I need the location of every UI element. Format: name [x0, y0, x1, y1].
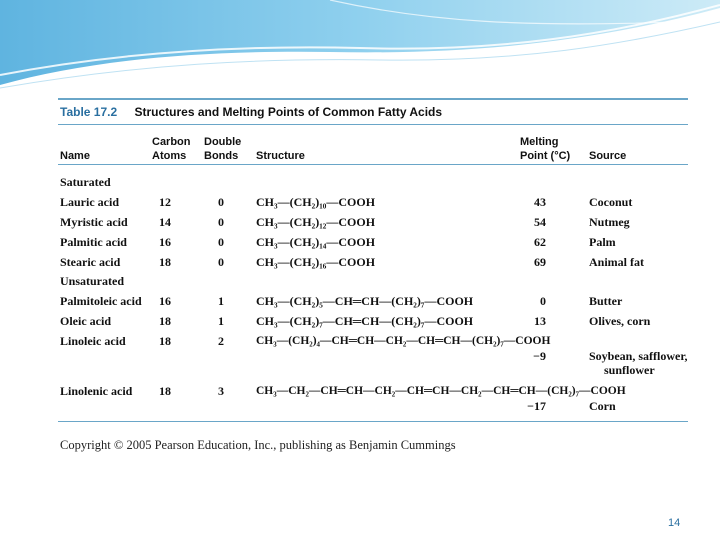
cell-name: Linoleic acid — [60, 334, 126, 348]
cell-name: Oleic acid — [60, 314, 111, 328]
cell-carbon-atoms: 18 — [159, 334, 171, 348]
cell-melting-point: 0 — [540, 294, 546, 308]
header-name: Name — [60, 150, 90, 162]
cell-double-bonds: 1 — [218, 294, 224, 308]
cell-melting-point: −9 — [533, 349, 546, 363]
header-source: Source — [589, 150, 627, 162]
cell-melting-point: 62 — [534, 235, 546, 249]
cell-structure: CH₃—(CH₂)₁₄—COOH — [256, 235, 376, 249]
cell-structure: CH₃—(CH₂)₇—CH═CH—(CH₂)₇—COOH — [256, 314, 474, 328]
table-top-rule — [58, 98, 688, 100]
cell-source: Corn — [589, 399, 616, 413]
cell-double-bonds: 1 — [218, 314, 224, 328]
table-caption — [60, 105, 442, 119]
header-double-line2: Bonds — [204, 150, 239, 162]
table-title: Structures and Melting Points of Common Fatty Acids — [134, 105, 443, 119]
cell-name: Palmitic acid — [60, 235, 127, 249]
cell-source: Olives, corn — [589, 314, 651, 328]
cell-double-bonds: 0 — [218, 255, 224, 269]
cell-name: Lauric acid — [60, 195, 119, 209]
cell-melting-point: 13 — [534, 314, 546, 328]
cell-carbon-atoms: 16 — [159, 294, 171, 308]
cell-source: Soybean, safflower, — [589, 349, 688, 363]
cell-source: Nutmeg — [589, 215, 630, 229]
copyright-notice: Copyright © 2005 Pearson Education, Inc., publishing as Benjamin Cummings — [60, 438, 456, 452]
cell-structure: CH₃—(CH₂)₁₀—COOH — [256, 195, 376, 209]
cell-double-bonds: 2 — [218, 334, 224, 348]
header-swoosh-banner — [0, 0, 720, 90]
section-saturated: Saturated — [60, 175, 111, 189]
cell-double-bonds: 3 — [218, 384, 224, 398]
cell-melting-point: −17 — [527, 399, 546, 413]
cell-melting-point: 54 — [534, 215, 546, 229]
cell-source: Butter — [589, 294, 623, 308]
cell-double-bonds: 0 — [218, 215, 224, 229]
cell-name: Linolenic acid — [60, 384, 133, 398]
cell-source-continued: sunflower — [604, 363, 655, 377]
cell-source: Animal fat — [589, 255, 644, 269]
header-carbon-line1: Carbon — [152, 136, 191, 148]
header-structure: Structure — [256, 150, 305, 162]
cell-double-bonds: 0 — [218, 235, 224, 249]
cell-melting-point: 43 — [534, 195, 546, 209]
cell-carbon-atoms: 14 — [159, 215, 171, 229]
header-melting-point — [520, 135, 570, 163]
cell-carbon-atoms: 18 — [159, 314, 171, 328]
cell-source: Coconut — [589, 195, 633, 209]
cell-carbon-atoms: 18 — [159, 384, 171, 398]
header-melting-line1: Melting — [520, 136, 559, 148]
cell-melting-point: 69 — [534, 255, 546, 269]
header-double-bonds — [204, 135, 241, 163]
header-double-line1: Double — [204, 136, 242, 148]
header-melting-line2: Point (°C) — [520, 150, 571, 162]
table-number: Table 17.2 — [60, 105, 118, 119]
header-rule — [58, 164, 688, 165]
cell-carbon-atoms: 12 — [159, 195, 171, 209]
header-carbon — [152, 135, 191, 163]
caption-rule — [58, 124, 688, 125]
cell-name: Myristic acid — [60, 215, 128, 229]
header-carbon-line2: Atoms — [152, 150, 187, 162]
cell-name: Palmitoleic acid — [60, 294, 142, 308]
cell-structure: CH₃—(CH₂)₁₂—COOH — [256, 215, 376, 229]
cell-structure: CH₃—(CH₂)₄—CH═CH—CH₂—CH═CH—(CH₂)₇—COOH — [256, 335, 551, 347]
cell-structure: CH₃—(CH₂)₁₆—COOH — [256, 255, 376, 269]
page-number: 14 — [668, 517, 681, 529]
cell-carbon-atoms: 16 — [159, 235, 171, 249]
cell-double-bonds: 0 — [218, 195, 224, 209]
cell-name: Stearic acid — [60, 255, 121, 269]
section-unsaturated: Unsaturated — [60, 274, 125, 288]
cell-structure: CH₃—(CH₂)₅—CH═CH—(CH₂)₇—COOH — [256, 294, 474, 308]
cell-carbon-atoms: 18 — [159, 255, 171, 269]
table-bottom-rule — [58, 421, 688, 422]
cell-structure: CH₃—CH₂—CH═CH—CH₂—CH═CH—CH₂—CH═CH—(CH₂)₇—COOH — [256, 385, 626, 397]
cell-source: Palm — [589, 235, 616, 249]
